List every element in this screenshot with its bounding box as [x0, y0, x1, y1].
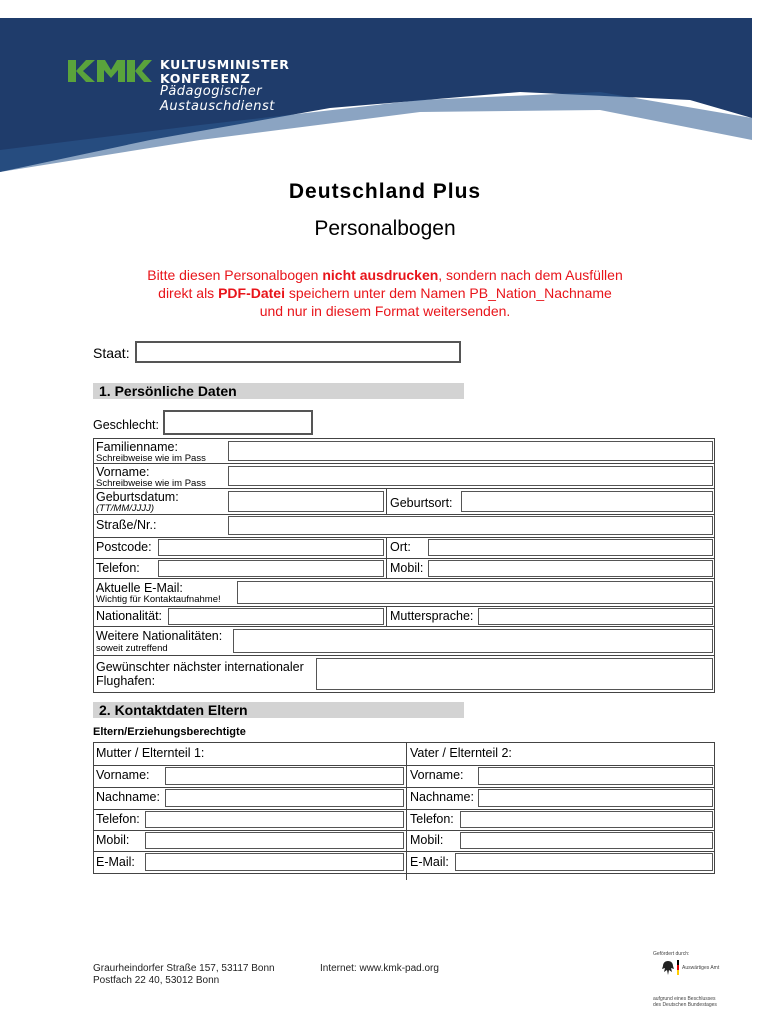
nationalitaet-field[interactable] — [168, 608, 384, 625]
telefon-field[interactable] — [158, 560, 384, 577]
mutter-telefon-label: Telefon: — [96, 812, 140, 826]
geschlecht-label: Geschlecht: — [93, 418, 160, 432]
staat-field[interactable] — [135, 341, 461, 363]
email-hint: Wichtig für Kontaktaufnahme! — [96, 594, 221, 605]
federal-eagle-icon — [661, 960, 675, 976]
postcode-label: Postcode: — [96, 540, 152, 554]
funding-label: Gefördert durch: — [653, 951, 690, 957]
org-subname: Pädagogischer Austauschdienst — [160, 84, 275, 114]
org-name: KULTUSMINISTER KONFERENZ — [160, 57, 290, 86]
mutter-vorname-label: Vorname: — [96, 768, 150, 782]
vater-header: Vater / Elternteil 2: — [410, 746, 512, 760]
postcode-field[interactable] — [158, 539, 384, 556]
section2-title: 2. Kontaktdaten Eltern — [93, 702, 464, 718]
weitere-hint: soweit zutreffend — [96, 643, 168, 654]
staat-label: Staat: — [93, 345, 130, 361]
notice-text: Bitte diesen Personalbogen nicht ausdrucken, sondern nach dem Ausfüllen direkt als PDF-Datei speichern unter dem Namen PB_Nation_Nachname und nur in diesem Format weitersenden. — [147, 267, 623, 319]
mutter-mobil-field[interactable] — [145, 832, 404, 849]
header-banner — [0, 0, 770, 200]
vater-email-label: E-Mail: — [410, 855, 449, 869]
vater-vorname-label: Vorname: — [410, 768, 464, 782]
funding-decision: aufgrund eines Beschlusses des Deutschen Bundestages — [653, 996, 717, 1008]
email-label: Aktuelle E-Mail: — [96, 581, 183, 595]
flughafen-field[interactable] — [316, 658, 713, 690]
geburtsort-label: Geburtsort: — [390, 496, 453, 510]
mutter-mobil-label: Mobil: — [96, 833, 130, 847]
mobil-field[interactable] — [428, 560, 713, 577]
strasse-field[interactable] — [228, 516, 713, 535]
footer-address: Graurheindorfer Straße 157, 53117 Bonn Postfach 22 40, 53012 Bonn — [93, 963, 275, 986]
ort-label: Ort: — [390, 540, 411, 554]
telefon-label: Telefon: — [96, 561, 140, 575]
strasse-label: Straße/Nr.: — [96, 518, 157, 532]
vorname-hint: Schreibweise wie im Pass — [96, 478, 206, 489]
mutter-header: Mutter / Elternteil 1: — [96, 746, 205, 760]
vater-telefon-field[interactable] — [460, 811, 713, 828]
mutter-email-label: E-Mail: — [96, 855, 135, 869]
geburtsdatum-label: Geburtsdatum: — [96, 490, 179, 504]
mutter-email-field[interactable] — [145, 853, 404, 871]
email-field[interactable] — [237, 581, 713, 604]
funding-ministry: Auswärtiges Amt — [682, 965, 720, 971]
vater-mobil-field[interactable] — [460, 832, 713, 849]
page-subtitle: Personalbogen — [314, 217, 456, 240]
ort-field[interactable] — [428, 539, 713, 556]
footer-internet: Internet: www.kmk-pad.org — [320, 963, 439, 974]
section1-title: 1. Persönliche Daten — [93, 383, 464, 399]
mutter-telefon-field[interactable] — [145, 811, 404, 828]
mutter-vorname-field[interactable] — [165, 767, 404, 785]
geschlecht-field[interactable] — [163, 410, 313, 435]
vorname-label: Vorname: — [96, 465, 150, 479]
mutter-nachname-field[interactable] — [165, 789, 404, 807]
muttersprache-field[interactable] — [478, 608, 713, 625]
vater-nachname-label: Nachname: — [410, 790, 474, 804]
geburtsort-field[interactable] — [461, 491, 713, 512]
vater-email-field[interactable] — [455, 853, 713, 871]
familienname-hint: Schreibweise wie im Pass — [96, 453, 206, 464]
weitere-label: Weitere Nationalitäten: — [96, 629, 223, 643]
mutter-nachname-label: Nachname: — [96, 790, 160, 804]
vater-telefon-label: Telefon: — [410, 812, 454, 826]
flughafen-label: Gewünschter nächster internationaler Flughafen: — [96, 660, 304, 688]
familienname-field[interactable] — [228, 441, 713, 461]
page-title: Deutschland Plus — [288, 180, 482, 203]
vater-vorname-field[interactable] — [478, 767, 713, 785]
kmk-logo-icon — [68, 58, 152, 84]
muttersprache-label: Muttersprache: — [390, 609, 474, 623]
mobil-label: Mobil: — [390, 561, 424, 575]
vater-nachname-field[interactable] — [478, 789, 713, 807]
geburtsdatum-field[interactable] — [228, 491, 384, 512]
section2-subtitle: Eltern/Erziehungsberechtigte — [93, 726, 246, 738]
weitere-field[interactable] — [233, 629, 713, 653]
nationalitaet-label: Nationalität: — [96, 609, 163, 623]
vorname-field[interactable] — [228, 466, 713, 486]
vater-mobil-label: Mobil: — [410, 833, 444, 847]
familienname-label: Familienname: — [96, 440, 178, 454]
geburtsdatum-hint: (TT/MM/JJJJ) — [96, 503, 155, 514]
